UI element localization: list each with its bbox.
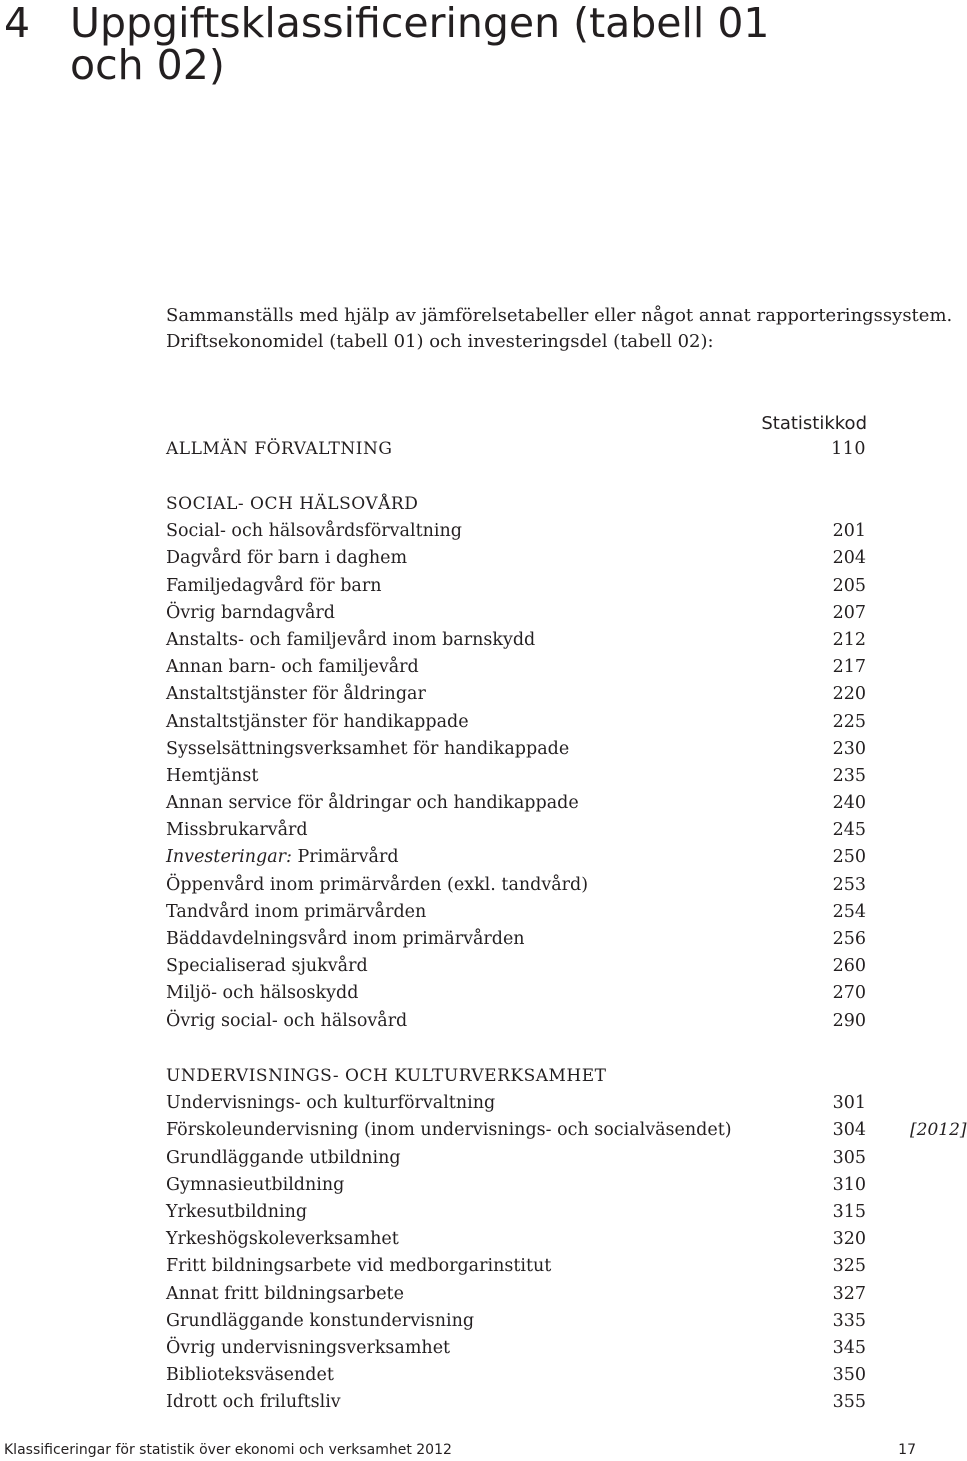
classification-row (166, 926, 866, 953)
classification-row (166, 1335, 866, 1362)
section-allman-forvaltning (166, 436, 866, 463)
row-label: Anstaltstjänster för åldringar (166, 684, 426, 705)
row-label: Grundläggande utbildning (166, 1147, 401, 1168)
row-label: Övrig social- och hälsovård (166, 1010, 408, 1031)
page-number: 17 (898, 1442, 916, 1458)
classification-row (166, 872, 866, 899)
row-code: 253 (832, 874, 866, 895)
row-code: 201 (832, 521, 866, 542)
section-heading: ALLMÄN FÖRVALTNING (166, 439, 393, 459)
row-code: 310 (832, 1174, 866, 1195)
row-code: 304 (832, 1120, 866, 1141)
row-code: 235 (832, 765, 866, 786)
row-code: 245 (832, 820, 866, 841)
row-code: 225 (832, 711, 866, 732)
row-label: Anstalts- och familjevård inom barnskydd (166, 629, 536, 650)
row-code: 350 (832, 1365, 866, 1386)
row-code: 345 (832, 1337, 866, 1358)
classification-row (166, 1281, 866, 1308)
row-code: 220 (832, 684, 866, 705)
column-header-statistikkod: Statistikkod (761, 413, 867, 434)
row-code: 254 (832, 901, 866, 922)
row-label: Anstaltstjänster för handikappade (166, 711, 469, 732)
classification-row (166, 817, 866, 844)
classification-row (166, 1253, 866, 1280)
section-heading: UNDERVISNINGS- OCH KULTURVERKSAMHET (166, 1066, 607, 1086)
row-code: 301 (832, 1093, 866, 1114)
row-label: Gymnasieutbildning (166, 1174, 345, 1195)
classification-row (166, 953, 866, 980)
classification-row (166, 736, 866, 763)
classification-row (166, 1389, 866, 1416)
row-label: Övrig undervisningsverksamhet (166, 1337, 451, 1358)
classification-row (166, 1172, 866, 1199)
intro-text (166, 303, 953, 355)
classification-row (166, 1145, 866, 1172)
row-label: Idrott och friluftsliv (166, 1392, 341, 1413)
section-heading-row (166, 436, 866, 463)
row-label: Biblioteksväsendet (166, 1365, 334, 1386)
row-label: Social- och hälsovårdsförvaltning (166, 521, 462, 542)
row-code: 260 (832, 956, 866, 977)
row-label-prefix: Investeringar: (166, 847, 292, 868)
intro-line: Driftsekonomidel (tabell 01) och investeringsdel (tabell 02): (166, 331, 714, 352)
row-label: Familjedagvård för barn (166, 575, 382, 596)
classification-row (166, 790, 866, 817)
classification-row (166, 1090, 866, 1117)
row-label: Yrkesutbildning (166, 1201, 308, 1222)
row-code: 315 (832, 1201, 866, 1222)
section-heading-row (166, 491, 866, 518)
classification-row (166, 1226, 866, 1253)
classification-row (166, 518, 866, 545)
intro-line: Sammanställs med hjälp av jämförelsetabeller eller något annat rapporteringssystem. (166, 305, 953, 326)
row-label: Tandvård inom primärvården (166, 901, 427, 922)
classification-row (166, 1199, 866, 1226)
classification-row (166, 1117, 967, 1144)
chapter-title: Uppgiftsklassificeringen (tabell 01 och 02) (70, 0, 770, 89)
row-code: 327 (832, 1283, 866, 1304)
row-code: 207 (832, 602, 866, 623)
classification-list (166, 518, 866, 1035)
row-code: 335 (832, 1310, 866, 1331)
classification-row (166, 899, 866, 926)
row-label: Annan service för åldringar och handikappade (166, 793, 579, 814)
row-code: 212 (832, 629, 866, 650)
row-label (166, 844, 399, 871)
page-footer (4, 1441, 916, 1459)
classification-row (166, 844, 866, 871)
classification-row (166, 654, 866, 681)
footer-publication-title: Klassificeringar för statistik över ekonomi och verksamhet 2012 (4, 1442, 452, 1458)
section-heading-row (166, 1063, 866, 1090)
classification-row (166, 1362, 866, 1389)
row-code: 355 (832, 1392, 866, 1413)
row-label: Miljö- och hälsoskydd (166, 983, 359, 1004)
classification-row (166, 1308, 866, 1335)
row-label: Undervisnings- och kulturförvaltning (166, 1093, 496, 1114)
row-label: Hemtjänst (166, 765, 259, 786)
row-label: Öppenvård inom primärvården (exkl. tandvård) (166, 874, 589, 895)
section-heading: SOCIAL- OCH HÄLSOVÅRD (166, 494, 419, 514)
classification-row (166, 709, 866, 736)
classification-row (166, 600, 866, 627)
row-label: Bäddavdelningsvård inom primärvården (166, 929, 525, 949)
classification-list (166, 1090, 967, 1416)
row-label: Specialiserad sjukvård (166, 956, 368, 977)
row-code: 204 (832, 548, 866, 569)
row-label: Grundläggande konstundervisning (166, 1310, 475, 1331)
row-label: Sysselsättningsverksamhet för handikappade (166, 738, 570, 759)
row-code: 250 (832, 847, 866, 868)
classification-row (166, 1008, 866, 1035)
classification-row (166, 980, 866, 1007)
row-code: 217 (832, 657, 866, 678)
row-label: Missbrukarvård (166, 820, 308, 841)
row-label: Dagvård för barn i daghem (166, 548, 408, 569)
row-label: Yrkeshögskoleverksamhet (166, 1229, 399, 1250)
chapter-number: 4 (4, 0, 31, 47)
row-label: Annat fritt bildningsarbete (166, 1283, 404, 1304)
row-code: 256 (832, 929, 866, 949)
row-code: 325 (832, 1256, 866, 1277)
row-code: 320 (832, 1229, 866, 1250)
row-label: Övrig barndagvård (166, 602, 335, 623)
section-undervisning-och-kultur (166, 1063, 967, 1416)
section-social-och-halsovard (166, 491, 866, 1035)
section-code: 110 (831, 439, 866, 459)
row-code: 230 (832, 738, 866, 759)
classification-row (166, 681, 866, 708)
classification-row (166, 573, 866, 600)
row-label: Förskoleundervisning (inom undervisnings- och socialväsendet) (166, 1120, 732, 1141)
classification-row (166, 627, 866, 654)
classification-row (166, 763, 866, 790)
row-label-text: Primärvård (297, 847, 399, 868)
row-label: Fritt bildningsarbete vid medborgarinstitut (166, 1256, 552, 1277)
row-code: 240 (832, 793, 866, 814)
row-code: 290 (832, 1010, 866, 1031)
row-code: 305 (832, 1147, 866, 1168)
classification-row (166, 545, 866, 572)
row-label: Annan barn- och familjevård (166, 657, 419, 678)
row-year-note: [2012] (910, 1120, 967, 1141)
row-code: 270 (832, 983, 866, 1004)
row-code: 205 (832, 575, 866, 596)
